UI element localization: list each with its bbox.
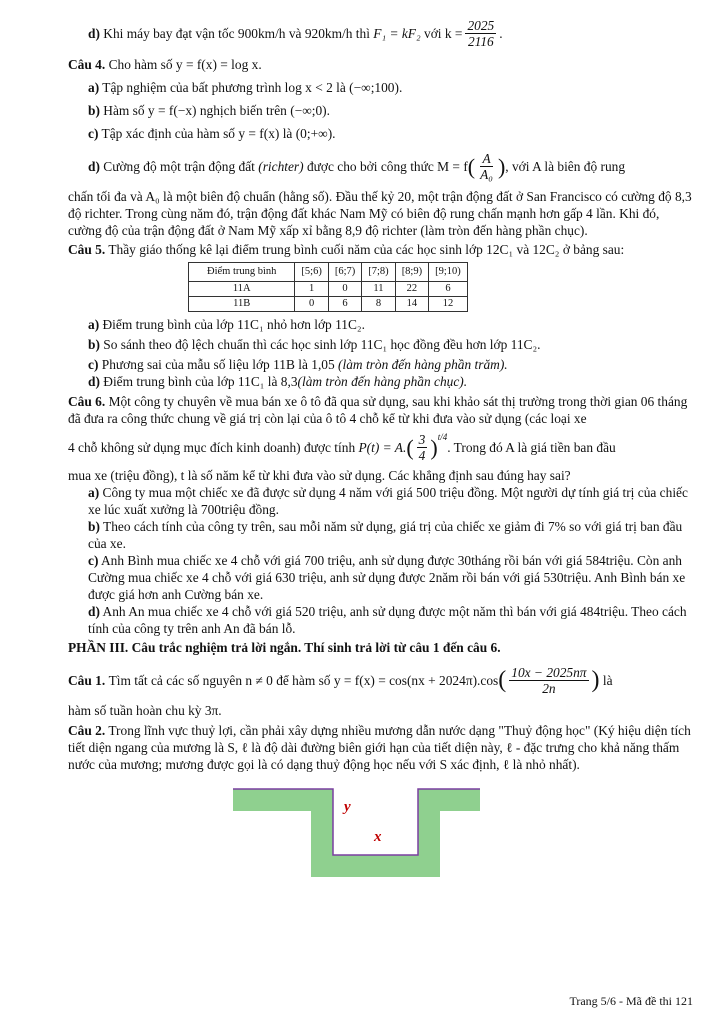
- q4-option-b: [68, 102, 693, 119]
- x-label: x: [374, 829, 382, 845]
- table-cell: 6: [429, 282, 468, 297]
- q4-intro: [68, 56, 693, 73]
- q6-intro: [68, 393, 693, 427]
- option-label: b): [88, 337, 100, 352]
- a-fraction: [478, 151, 495, 182]
- q6-option-d: [68, 603, 693, 637]
- frac-numerator: 3: [418, 431, 426, 447]
- vector-formula: F₁ = kF₂: [373, 25, 421, 41]
- table-header-cell: [7;8): [362, 263, 395, 282]
- y-label: y: [344, 799, 351, 815]
- option-text: Theo cách tính của công ty trên, sau mỗi năm sử dụng, giá trị của chiếc xe giảm đi 7% so với giá trị ban đầu của xe.: [88, 519, 683, 551]
- table-header-cell: [6;7): [328, 263, 361, 282]
- table-cell: 11A: [189, 282, 295, 297]
- period: .: [499, 25, 503, 41]
- question-text: Một công ty chuyên về mua bán xe ô tô đã qua sử dụng, sau khi khảo sát thị trường trong thời gian 06 tháng đã đưa ra công thức chung về giá trị còn lại của ô tô 4 chỗ kể từ khi đưa vào sử dụng (các loại xe: [68, 394, 688, 426]
- table-cell: 14: [395, 297, 428, 312]
- option-text: Anh Bình mua chiếc xe 4 chỗ với giá 700 triệu, anh sử dụng được 30tháng rồi bán với giá 584triệu. Còn anh Cường mua chiếc xe 4 chỗ với giá 630 triệu, anh sử dụng được 2năm rồi bán với giá 530triệu. Anh Bình bán xe được giá hơn anh Cường bán xe.: [88, 553, 686, 602]
- table-cell: 0: [328, 282, 361, 297]
- option-text-tail: , với A là biên độ rung: [505, 158, 626, 174]
- option-label: a): [88, 317, 100, 332]
- option-label: a): [88, 80, 100, 95]
- canal-cross-section: [228, 781, 488, 891]
- k-fraction: [465, 18, 496, 49]
- question-text: Trong lĩnh vực thuỷ lợi, cần phải xây dựng nhiều mương dẫn nước dạng "Thuỷ động học" (Ký hiệu diện tích tiết diện ngang của mương là S, ℓ là độ dài đường biên giới hạn của tiết diện này, ℓ - đặc trưng cho khả năng thấm nước của mương; mương được gọi là có dạng thuỷ động học nếu với S xác định, ℓ là nhỏ nhất).: [68, 723, 691, 772]
- question-title: Câu 6.: [68, 394, 106, 409]
- q3-option-d: [68, 14, 693, 52]
- table-header-cell: [5;6): [295, 263, 328, 282]
- with-text: với k =: [424, 25, 463, 41]
- option-italic: (làm tròn đến hàng phần chục).: [297, 374, 468, 389]
- option-label: d): [88, 374, 100, 389]
- option-label: c): [88, 357, 99, 372]
- frac-numerator: A: [482, 150, 491, 166]
- question-title: Câu 4.: [68, 57, 106, 72]
- table-cell: 1: [295, 282, 328, 297]
- p3-q2: [68, 722, 693, 773]
- formula: P(t) = A.: [358, 439, 407, 455]
- frac-numerator: 10x − 2025nπ: [511, 664, 587, 680]
- exponent: t/4: [437, 432, 448, 442]
- table-header-row: [189, 263, 468, 282]
- question-title: Câu 1.: [68, 672, 106, 688]
- option-text: So sánh theo độ lệch chuẩn thì các học sinh lớp 11C₁ học đồng đều hơn lớp 11C₂.: [103, 337, 541, 352]
- canal-figure: [228, 781, 488, 891]
- question-text: Thầy giáo thống kê lại điểm trung bình cuối năm của các học sinh lớp 12C₁ và 12C₂ ở bảng sau:: [108, 242, 625, 257]
- k-numerator: 2025: [467, 17, 495, 33]
- table-cell: 8: [362, 297, 395, 312]
- k-denominator: 2116: [467, 33, 494, 49]
- q5-option-d: [68, 373, 693, 390]
- question-text: Cho hàm số y = f(x) = log x.: [108, 57, 262, 72]
- part3-heading: PHẦN III. Câu trắc nghiệm trả lời ngắn. Thí sinh trả lời từ câu 1 đến câu 6.: [68, 640, 501, 655]
- option-text: Anh An mua chiếc xe 4 chỗ với giá 520 triệu, anh sử dụng được một năm thì bán với giá 484triệu. Theo cách tính của công ty trên anh An đã bán lỗ.: [88, 604, 687, 636]
- q5-intro: [68, 241, 693, 258]
- table-cell: 22: [395, 282, 428, 297]
- q5-option-b: [68, 336, 693, 353]
- option-text: Tập nghiệm của bất phương trình log x < 2 là (−∞;100).: [102, 80, 403, 95]
- option-text: Tập xác định của hàm số y = f(x) là (0;+∞).: [101, 126, 336, 141]
- score-table: [188, 262, 468, 312]
- table-row: [189, 297, 468, 312]
- cos-fraction: [509, 665, 588, 696]
- option-label: d): [88, 604, 100, 619]
- table-header-cell: [9;10): [429, 263, 468, 282]
- option-text: Cường độ một trận động đất: [103, 158, 255, 174]
- option-label: d): [88, 158, 100, 174]
- q4-option-d-continued: chấn tối đa và A₀ là một biên độ chuẩn (hằng số). Đầu thế kỷ 20, một trận động đất ở San Francisco có cường độ 8,3 độ richter. Trong cùng năm đó, trận động đất khác Nam Mỹ có biên độ rung chấn mạnh hơn gấp 4 lần. Khi đó, cường độ của trận động đất ở Nam Mỹ xấp xỉ bằng 8,9 độ richter (làm tròn đến hàng phần chục).: [68, 189, 692, 238]
- question-title: Câu 2.: [68, 723, 106, 738]
- formula-post-text: . Trong đó A là giá tiền ban đầu: [447, 439, 616, 455]
- base-fraction: [417, 432, 428, 463]
- q4-option-d: d) Cường độ một trận động đất (richter) được cho bởi công thức M = f ( $\frac{A}{\text{A₀}}$ ) , với A là biên độ rung: [88, 150, 626, 182]
- canal-wall: [233, 789, 480, 877]
- q6-option-b: [68, 518, 693, 552]
- question-title: Câu 5.: [68, 242, 106, 257]
- table-cell: 0: [295, 297, 328, 312]
- q4-option-c: [68, 125, 693, 142]
- q6-option-a: [68, 484, 693, 518]
- option-text: Điểm trung bình của lớp 11C₁ nhỏ hơn lớp 11C₂.: [102, 317, 365, 332]
- question-text: Tìm tất cả các số nguyên n ≠ 0 để hàm số y = f(x) = cos(nx + 2024π).cos: [108, 672, 499, 688]
- p3-q1-cont: hàm số tuần hoàn chu kỳ 3π.: [68, 703, 222, 718]
- table-header-cell: [8;9): [395, 263, 428, 282]
- frac-denominator: 4: [418, 447, 426, 463]
- page-footer: Trang 5/6 - Mã đề thi 121: [569, 994, 693, 1008]
- option-label: d): [88, 25, 100, 41]
- table-header-cell: Điểm trung bình: [189, 263, 295, 282]
- q6-option-c: [68, 552, 693, 603]
- option-label: c): [88, 126, 99, 141]
- frac-denominator: A₀: [480, 166, 493, 182]
- table-cell: 12: [429, 297, 468, 312]
- option-italic: (làm tròn đến hàng phần trăm).: [338, 357, 508, 372]
- option-italic: (richter): [258, 158, 304, 174]
- option-label: b): [88, 519, 100, 534]
- question-text-tail: là: [602, 672, 613, 688]
- option-text: Điểm trung bình của lớp 11C₁ là 8,3: [103, 374, 298, 389]
- table-row: [189, 282, 468, 297]
- p3-q1-line: Câu 1. Tìm tất cả các số nguyên n ≠ 0 để hàm số y = f(x) = cos(nx + 2024π).cos ( $\frac{10x - 2025n\pi}{2n}$ ) là: [68, 664, 613, 696]
- option-label: b): [88, 103, 100, 118]
- option-label: a): [88, 485, 100, 500]
- q4-option-a: [68, 79, 693, 96]
- q6-formula-line: 4 chỗ không sử dụng mục đích kinh doanh) được tính P(t) = A. ( $\frac{3}{4}$ ) t/4 . Trong đó A là giá tiền ban đầu: [68, 427, 693, 467]
- formula-pre-text: 4 chỗ không sử dụng mục đích kinh doanh) được tính: [68, 439, 356, 455]
- q5-option-a: [68, 316, 693, 333]
- table-cell: 11B: [189, 297, 295, 312]
- table-cell: 11: [362, 282, 395, 297]
- exam-page: [68, 14, 693, 891]
- formula-text: được cho bởi công thức M = f: [306, 158, 468, 174]
- option-text: Hàm số y = f(−x) nghịch biến trên (−∞;0).: [103, 103, 330, 118]
- q5-option-c: [68, 356, 693, 373]
- option-label: c): [88, 553, 99, 568]
- option-text: Công ty mua một chiếc xe đã được sử dụng 4 năm với giá 500 triệu đồng. Một người dự tính giá trị của chiếc xe lúc xuất xưởng là 700triệu đồng.: [88, 485, 688, 517]
- table-cell: 6: [328, 297, 361, 312]
- option-text: Phương sai của mẫu số liệu lớp 11B là 1,05: [101, 357, 335, 372]
- frac-denominator: 2n: [542, 680, 556, 696]
- q6-intro-2: mua xe (triệu đồng), t là số năm kể từ khi đưa vào sử dụng. Các khẳng định sau đúng hay sai?: [68, 468, 571, 483]
- option-text: Khi máy bay đạt vận tốc 900km/h và 920km/h thì: [103, 25, 370, 41]
